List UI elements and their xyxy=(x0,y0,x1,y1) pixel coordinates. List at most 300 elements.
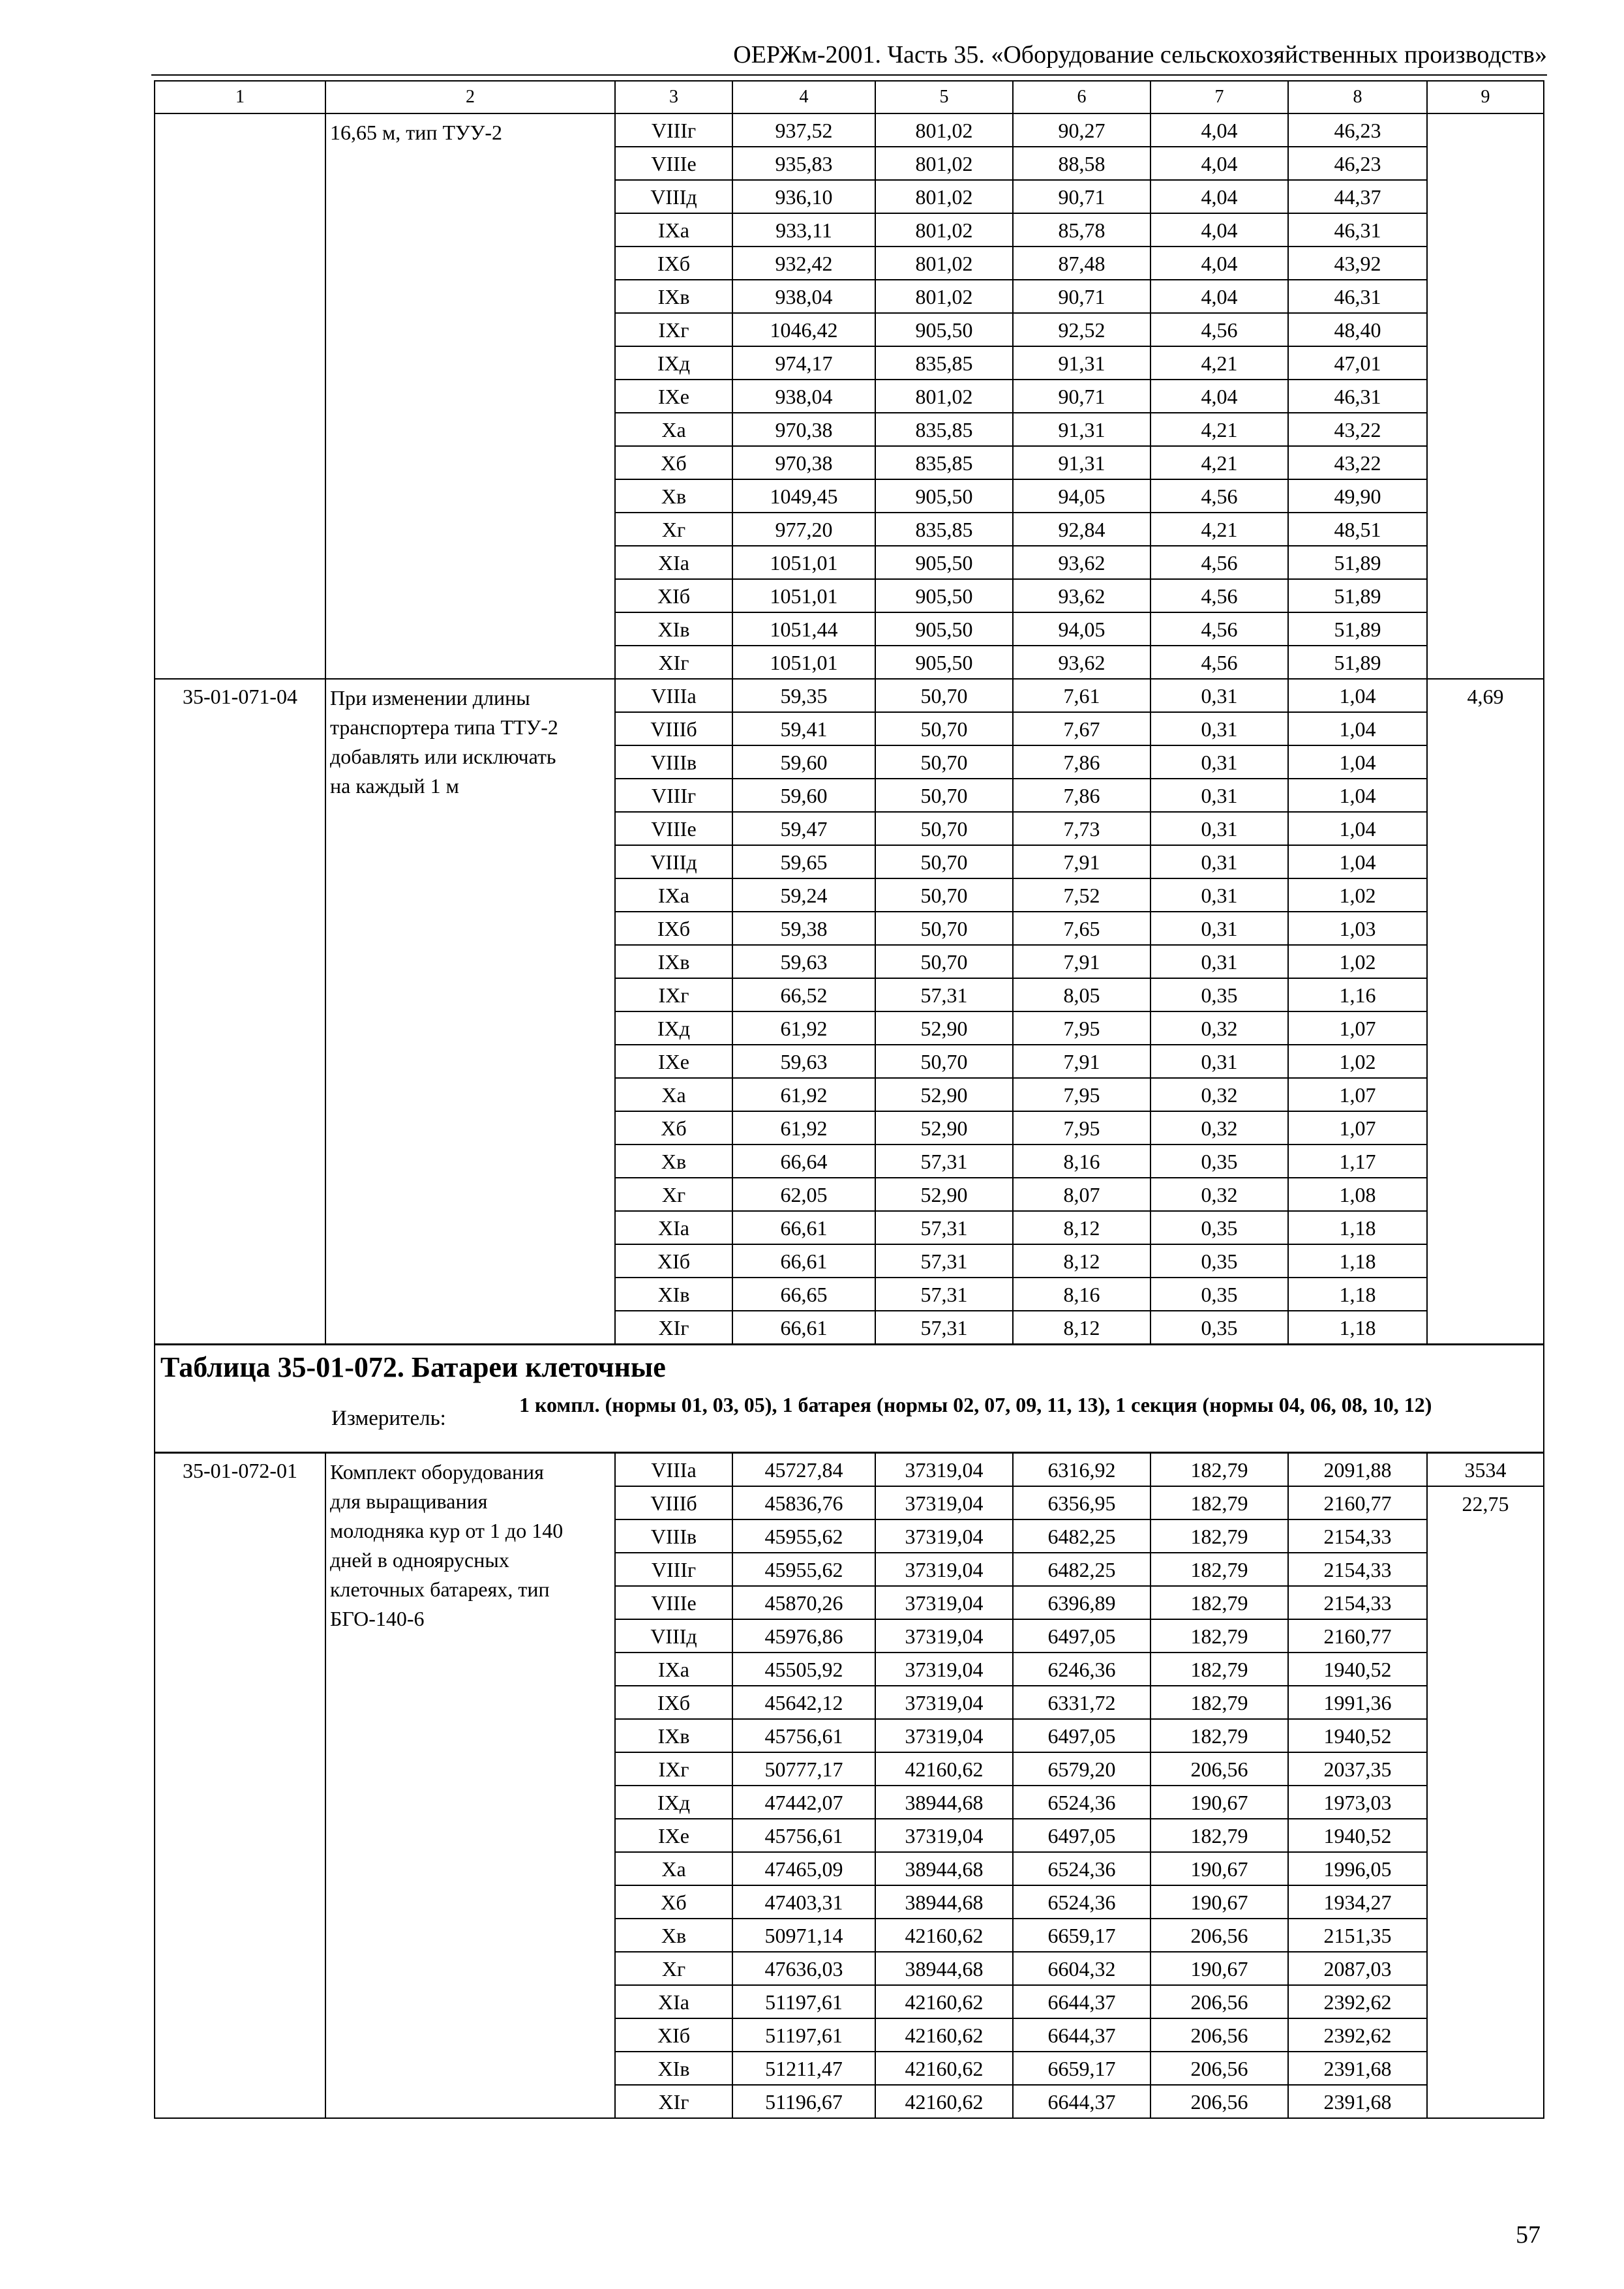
value-cell: 0,31 xyxy=(1150,712,1288,745)
value-cell: 50,70 xyxy=(875,779,1013,812)
value-cell: 51197,61 xyxy=(732,2018,875,2052)
value-cell: 50,70 xyxy=(875,712,1013,745)
value-cell: 6524,36 xyxy=(1013,1786,1150,1819)
value-cell: 42160,62 xyxy=(875,1985,1013,2018)
value-cell: 4,04 xyxy=(1150,147,1288,180)
value-cell: 8,12 xyxy=(1013,1211,1150,1244)
value-cell: 46,31 xyxy=(1288,380,1427,413)
measure-label: Измеритель: xyxy=(331,1407,446,1430)
value-cell: 4,21 xyxy=(1150,413,1288,446)
description-line: на каждый 1 м xyxy=(330,774,459,798)
value-cell: 37319,04 xyxy=(875,1519,1013,1553)
value-cell: 45870,26 xyxy=(732,1586,875,1619)
value-cell: 61,92 xyxy=(732,1078,875,1111)
measure-value: 1 компл. (нормы 01, 03, 05), 1 батарея (нормы 02, 07, 09, 11, 13), 1 секция (нормы 04, 06, 08, 10, 12) xyxy=(519,1393,1432,1416)
zone-cell: XIв xyxy=(615,612,732,646)
value-cell: 47636,03 xyxy=(732,1952,875,1985)
value-cell: 1940,52 xyxy=(1288,1719,1427,1752)
value-cell: 4,56 xyxy=(1150,313,1288,346)
zone-cell: VIIIв xyxy=(615,1519,732,1553)
value-cell: 206,56 xyxy=(1150,1919,1288,1952)
value-cell: 182,79 xyxy=(1150,1686,1288,1719)
zone-cell: VIIIв xyxy=(615,745,732,779)
value-cell: 1051,44 xyxy=(732,612,875,646)
value-cell: 62,05 xyxy=(732,1178,875,1211)
value-cell: 45976,86 xyxy=(732,1619,875,1653)
value-cell: 2037,35 xyxy=(1288,1752,1427,1786)
value-cell: 206,56 xyxy=(1150,2018,1288,2052)
column-number: 9 xyxy=(1427,81,1544,113)
value-cell: 45727,84 xyxy=(732,1453,875,1487)
value-cell: 835,85 xyxy=(875,513,1013,546)
column-number-row xyxy=(155,81,1544,113)
value-cell: 6644,37 xyxy=(1013,2018,1150,2052)
value-cell: 44,37 xyxy=(1288,180,1427,213)
value-cell: 1934,27 xyxy=(1288,1885,1427,1919)
value-cell: 4,56 xyxy=(1150,546,1288,579)
value-cell: 6331,72 xyxy=(1013,1686,1150,1719)
value-cell: 88,58 xyxy=(1013,147,1150,180)
value-cell: 6644,37 xyxy=(1013,2085,1150,2118)
value-cell: 0,35 xyxy=(1150,1211,1288,1244)
value-cell: 46,23 xyxy=(1288,147,1427,180)
value-cell: 182,79 xyxy=(1150,1653,1288,1686)
description-line: добавлять или исключать xyxy=(330,745,556,768)
col9-value xyxy=(1427,113,1544,679)
value-cell: 801,02 xyxy=(875,147,1013,180)
value-cell: 801,02 xyxy=(875,280,1013,313)
value-cell: 2154,33 xyxy=(1288,1519,1427,1553)
zone-cell: Xг xyxy=(615,1952,732,1985)
value-cell: 905,50 xyxy=(875,479,1013,513)
value-cell: 977,20 xyxy=(732,513,875,546)
description-line: 16,65 м, тип ТУУ-2 xyxy=(330,121,502,144)
value-cell: 4,04 xyxy=(1150,247,1288,280)
value-cell: 51,89 xyxy=(1288,612,1427,646)
table-row xyxy=(155,113,1544,147)
value-cell: 92,52 xyxy=(1013,313,1150,346)
running-header: ОЕРЖм-2001. Часть 35. «Оборудование сельскохозяйственных производств» xyxy=(733,41,1547,68)
zone-cell: XIа xyxy=(615,1211,732,1244)
value-cell: 0,32 xyxy=(1150,1111,1288,1144)
value-cell: 7,91 xyxy=(1013,945,1150,978)
column-number: 4 xyxy=(732,81,875,113)
zone-cell: IXе xyxy=(615,1045,732,1078)
table-row xyxy=(155,1453,1544,1487)
zone-cell: IXа xyxy=(615,213,732,247)
value-cell: 45756,61 xyxy=(732,1819,875,1852)
value-cell: 0,31 xyxy=(1150,745,1288,779)
value-cell: 50,70 xyxy=(875,878,1013,912)
value-cell: 66,61 xyxy=(732,1244,875,1278)
value-cell: 801,02 xyxy=(875,213,1013,247)
value-cell: 4,21 xyxy=(1150,446,1288,479)
value-cell: 48,51 xyxy=(1288,513,1427,546)
zone-cell: VIIIд xyxy=(615,1619,732,1653)
value-cell: 0,35 xyxy=(1150,978,1288,1011)
value-cell: 0,32 xyxy=(1150,1011,1288,1045)
zone-cell: Xв xyxy=(615,1144,732,1178)
zone-cell: XIг xyxy=(615,2085,732,2118)
value-cell: 59,38 xyxy=(732,912,875,945)
value-cell: 46,31 xyxy=(1288,280,1427,313)
value-cell: 835,85 xyxy=(875,446,1013,479)
value-cell: 0,31 xyxy=(1150,679,1288,712)
value-cell: 0,35 xyxy=(1150,1278,1288,1311)
column-number: 8 xyxy=(1288,81,1427,113)
value-cell: 1,03 xyxy=(1288,912,1427,945)
value-cell: 801,02 xyxy=(875,113,1013,147)
value-cell: 905,50 xyxy=(875,646,1013,679)
value-cell: 1,18 xyxy=(1288,1278,1427,1311)
value-cell: 0,35 xyxy=(1150,1244,1288,1278)
value-cell: 47442,07 xyxy=(732,1786,875,1819)
value-cell: 45955,62 xyxy=(732,1519,875,1553)
zone-cell: VIIIд xyxy=(615,845,732,878)
value-cell: 6356,95 xyxy=(1013,1486,1150,1519)
value-cell: 37319,04 xyxy=(875,1819,1013,1852)
value-cell: 206,56 xyxy=(1150,2052,1288,2085)
description-line: При изменении длины xyxy=(330,686,530,710)
value-cell: 45505,92 xyxy=(732,1653,875,1686)
value-cell: 91,31 xyxy=(1013,413,1150,446)
value-cell: 937,52 xyxy=(732,113,875,147)
value-cell: 57,31 xyxy=(875,978,1013,1011)
value-cell: 61,92 xyxy=(732,1011,875,1045)
value-cell: 1,02 xyxy=(1288,878,1427,912)
value-cell: 42160,62 xyxy=(875,1752,1013,1786)
value-cell: 50,70 xyxy=(875,945,1013,978)
zone-cell: IXг xyxy=(615,313,732,346)
value-cell: 59,24 xyxy=(732,878,875,912)
value-cell: 59,35 xyxy=(732,679,875,712)
value-cell: 90,71 xyxy=(1013,380,1150,413)
value-cell: 59,41 xyxy=(732,712,875,745)
value-cell: 1,04 xyxy=(1288,712,1427,745)
value-cell: 8,05 xyxy=(1013,978,1150,1011)
col9-value: 22,75 xyxy=(1427,1486,1544,2118)
value-cell: 37319,04 xyxy=(875,1686,1013,1719)
value-cell: 0,32 xyxy=(1150,1078,1288,1111)
value-cell: 50,70 xyxy=(875,845,1013,878)
zone-cell: Xг xyxy=(615,1178,732,1211)
value-cell: 938,04 xyxy=(732,280,875,313)
value-cell: 4,56 xyxy=(1150,612,1288,646)
zone-cell: Xб xyxy=(615,1111,732,1144)
value-cell: 51197,61 xyxy=(732,1985,875,2018)
value-cell: 57,31 xyxy=(875,1244,1013,1278)
value-cell: 87,48 xyxy=(1013,247,1150,280)
zone-cell: Xг xyxy=(615,513,732,546)
value-cell: 1,04 xyxy=(1288,779,1427,812)
zone-cell: XIб xyxy=(615,1244,732,1278)
value-cell: 93,62 xyxy=(1013,646,1150,679)
zone-cell: VIIIг xyxy=(615,779,732,812)
value-cell: 8,16 xyxy=(1013,1144,1150,1178)
value-cell: 49,90 xyxy=(1288,479,1427,513)
zone-cell: VIIIе xyxy=(615,812,732,845)
zone-cell: Xа xyxy=(615,1852,732,1885)
value-cell: 92,84 xyxy=(1013,513,1150,546)
value-cell: 38944,68 xyxy=(875,1852,1013,1885)
column-number: 6 xyxy=(1013,81,1150,113)
value-cell: 1,07 xyxy=(1288,1078,1427,1111)
zone-cell: VIIIе xyxy=(615,1586,732,1619)
value-cell: 37319,04 xyxy=(875,1653,1013,1686)
value-cell: 61,92 xyxy=(732,1111,875,1144)
value-cell: 45642,12 xyxy=(732,1686,875,1719)
zone-cell: XIа xyxy=(615,546,732,579)
value-cell: 0,31 xyxy=(1150,845,1288,878)
value-cell: 59,60 xyxy=(732,779,875,812)
value-cell: 6524,36 xyxy=(1013,1852,1150,1885)
value-cell: 936,10 xyxy=(732,180,875,213)
norm-description xyxy=(325,1453,615,2119)
value-cell: 2154,33 xyxy=(1288,1586,1427,1619)
value-cell: 2391,68 xyxy=(1288,2052,1427,2085)
value-cell: 94,05 xyxy=(1013,479,1150,513)
value-cell: 1051,01 xyxy=(732,579,875,612)
value-cell: 4,56 xyxy=(1150,479,1288,513)
value-cell: 48,40 xyxy=(1288,313,1427,346)
value-cell: 6482,25 xyxy=(1013,1519,1150,1553)
value-cell: 47,01 xyxy=(1288,346,1427,380)
value-cell: 2151,35 xyxy=(1288,1919,1427,1952)
value-cell: 66,65 xyxy=(732,1278,875,1311)
value-cell: 50,70 xyxy=(875,745,1013,779)
value-cell: 52,90 xyxy=(875,1078,1013,1111)
col9-top-value: 3534 xyxy=(1427,1453,1544,1487)
value-cell: 1,02 xyxy=(1288,945,1427,978)
value-cell: 50971,14 xyxy=(732,1919,875,1952)
value-cell: 1973,03 xyxy=(1288,1786,1427,1819)
value-cell: 0,32 xyxy=(1150,1178,1288,1211)
value-cell: 190,67 xyxy=(1150,1952,1288,1985)
value-cell: 43,22 xyxy=(1288,446,1427,479)
table-title: Таблица 35-01-072. Батареи клеточные xyxy=(160,1351,666,1383)
value-cell: 6659,17 xyxy=(1013,1919,1150,1952)
value-cell: 85,78 xyxy=(1013,213,1150,247)
value-cell: 1051,01 xyxy=(732,646,875,679)
value-cell: 1,04 xyxy=(1288,745,1427,779)
value-cell: 6579,20 xyxy=(1013,1752,1150,1786)
value-cell: 835,85 xyxy=(875,346,1013,380)
zone-cell: VIIIа xyxy=(615,1453,732,1487)
value-cell: 182,79 xyxy=(1150,1586,1288,1619)
value-cell: 1,16 xyxy=(1288,978,1427,1011)
measure-row xyxy=(160,1391,1538,1430)
value-cell: 50,70 xyxy=(875,1045,1013,1078)
zone-cell: Xб xyxy=(615,446,732,479)
value-cell: 37319,04 xyxy=(875,1453,1013,1487)
value-cell: 7,86 xyxy=(1013,745,1150,779)
value-cell: 7,61 xyxy=(1013,679,1150,712)
value-cell: 50,70 xyxy=(875,912,1013,945)
value-cell: 42160,62 xyxy=(875,2085,1013,2118)
zone-cell: XIа xyxy=(615,1985,732,2018)
zone-cell: IXа xyxy=(615,1653,732,1686)
value-cell: 51,89 xyxy=(1288,546,1427,579)
value-cell: 7,95 xyxy=(1013,1011,1150,1045)
value-cell: 2160,77 xyxy=(1288,1486,1427,1519)
description-line: дней в одноярусных xyxy=(330,1548,509,1572)
value-cell: 4,04 xyxy=(1150,180,1288,213)
zone-cell: VIIIб xyxy=(615,712,732,745)
value-cell: 7,95 xyxy=(1013,1111,1150,1144)
value-cell: 4,21 xyxy=(1150,346,1288,380)
zone-cell: VIIIг xyxy=(615,113,732,147)
zone-cell: VIIIе xyxy=(615,147,732,180)
zone-cell: Xа xyxy=(615,1078,732,1111)
value-cell: 51,89 xyxy=(1288,646,1427,679)
value-cell: 43,22 xyxy=(1288,413,1427,446)
value-cell: 7,91 xyxy=(1013,1045,1150,1078)
zone-cell: XIб xyxy=(615,579,732,612)
column-number: 1 xyxy=(155,81,325,113)
value-cell: 37319,04 xyxy=(875,1719,1013,1752)
value-cell: 0,35 xyxy=(1150,1311,1288,1345)
value-cell: 93,62 xyxy=(1013,546,1150,579)
value-cell: 4,56 xyxy=(1150,646,1288,679)
value-cell: 4,21 xyxy=(1150,513,1288,546)
value-cell: 42160,62 xyxy=(875,2052,1013,2085)
value-cell: 206,56 xyxy=(1150,2085,1288,2118)
value-cell: 835,85 xyxy=(875,413,1013,446)
value-cell: 7,67 xyxy=(1013,712,1150,745)
zone-cell: IXд xyxy=(615,346,732,380)
value-cell: 94,05 xyxy=(1013,612,1150,646)
value-cell: 970,38 xyxy=(732,446,875,479)
value-cell: 1,07 xyxy=(1288,1111,1427,1144)
value-cell: 190,67 xyxy=(1150,1885,1288,1919)
zone-cell: VIIIд xyxy=(615,180,732,213)
value-cell: 43,92 xyxy=(1288,247,1427,280)
value-cell: 51196,67 xyxy=(732,2085,875,2118)
description-line: клеточных батареях, тип xyxy=(330,1578,550,1601)
value-cell: 6316,92 xyxy=(1013,1453,1150,1487)
description-line: для выращивания xyxy=(330,1489,488,1513)
value-cell: 6246,36 xyxy=(1013,1653,1150,1686)
value-cell: 182,79 xyxy=(1150,1519,1288,1553)
zone-cell: IXе xyxy=(615,380,732,413)
zone-cell: XIг xyxy=(615,1311,732,1345)
value-cell: 905,50 xyxy=(875,612,1013,646)
zone-cell: VIIIг xyxy=(615,1553,732,1586)
value-cell: 932,42 xyxy=(732,247,875,280)
value-cell: 91,31 xyxy=(1013,446,1150,479)
value-cell: 52,90 xyxy=(875,1111,1013,1144)
zone-cell: IXг xyxy=(615,1752,732,1786)
value-cell: 50,70 xyxy=(875,812,1013,845)
zone-cell: VIIIа xyxy=(615,679,732,712)
header-rule xyxy=(151,74,1547,76)
value-cell: 7,86 xyxy=(1013,779,1150,812)
value-cell: 182,79 xyxy=(1150,1453,1288,1487)
value-cell: 2087,03 xyxy=(1288,1952,1427,1985)
value-cell: 59,60 xyxy=(732,745,875,779)
value-cell: 1,04 xyxy=(1288,845,1427,878)
table-body xyxy=(155,81,1544,2118)
value-cell: 4,04 xyxy=(1150,113,1288,147)
value-cell: 6604,32 xyxy=(1013,1952,1150,1985)
value-cell: 38944,68 xyxy=(875,1952,1013,1985)
zone-cell: IXг xyxy=(615,978,732,1011)
value-cell: 1,17 xyxy=(1288,1144,1427,1178)
value-cell: 1991,36 xyxy=(1288,1686,1427,1719)
zone-cell: Xа xyxy=(615,413,732,446)
value-cell: 8,07 xyxy=(1013,1178,1150,1211)
zone-cell: XIв xyxy=(615,1278,732,1311)
zone-cell: IXб xyxy=(615,1686,732,1719)
value-cell: 1046,42 xyxy=(732,313,875,346)
value-cell: 974,17 xyxy=(732,346,875,380)
norm-code: 35-01-072-01 xyxy=(155,1453,325,2119)
value-cell: 6497,05 xyxy=(1013,1819,1150,1852)
value-cell: 933,11 xyxy=(732,213,875,247)
value-cell: 938,04 xyxy=(732,380,875,413)
zone-cell: IXв xyxy=(615,1719,732,1752)
value-cell: 935,83 xyxy=(732,147,875,180)
column-number: 7 xyxy=(1150,81,1288,113)
value-cell: 57,31 xyxy=(875,1278,1013,1311)
value-cell: 2154,33 xyxy=(1288,1553,1427,1586)
value-cell: 66,64 xyxy=(732,1144,875,1178)
value-cell: 1996,05 xyxy=(1288,1852,1427,1885)
value-cell: 59,47 xyxy=(732,812,875,845)
value-cell: 50,70 xyxy=(875,679,1013,712)
value-cell: 52,90 xyxy=(875,1178,1013,1211)
value-cell: 59,63 xyxy=(732,945,875,978)
value-cell: 7,95 xyxy=(1013,1078,1150,1111)
norms-table xyxy=(154,80,1544,2119)
value-cell: 46,31 xyxy=(1288,213,1427,247)
table-title-row xyxy=(155,1345,1544,1453)
value-cell: 206,56 xyxy=(1150,1752,1288,1786)
value-cell: 0,31 xyxy=(1150,1045,1288,1078)
value-cell: 57,31 xyxy=(875,1144,1013,1178)
zone-cell: Xб xyxy=(615,1885,732,1919)
col9-value: 4,69 xyxy=(1427,679,1544,1345)
zone-cell: IXб xyxy=(615,247,732,280)
value-cell: 905,50 xyxy=(875,313,1013,346)
value-cell: 0,31 xyxy=(1150,878,1288,912)
value-cell: 37319,04 xyxy=(875,1619,1013,1653)
value-cell: 801,02 xyxy=(875,180,1013,213)
value-cell: 0,35 xyxy=(1150,1144,1288,1178)
value-cell: 1,18 xyxy=(1288,1211,1427,1244)
value-cell: 7,73 xyxy=(1013,812,1150,845)
value-cell: 2091,88 xyxy=(1288,1453,1427,1487)
description-line: молодняка кур от 1 до 140 xyxy=(330,1519,564,1542)
column-number: 5 xyxy=(875,81,1013,113)
table-title-cell xyxy=(155,1345,1544,1453)
zone-cell: IXе xyxy=(615,1819,732,1852)
value-cell: 6497,05 xyxy=(1013,1619,1150,1653)
value-cell: 2392,62 xyxy=(1288,2018,1427,2052)
value-cell: 37319,04 xyxy=(875,1586,1013,1619)
value-cell: 1051,01 xyxy=(732,546,875,579)
value-cell: 45756,61 xyxy=(732,1719,875,1752)
value-cell: 801,02 xyxy=(875,380,1013,413)
value-cell: 51,89 xyxy=(1288,579,1427,612)
value-cell: 905,50 xyxy=(875,546,1013,579)
zone-cell: Xв xyxy=(615,479,732,513)
value-cell: 46,23 xyxy=(1288,113,1427,147)
value-cell: 37319,04 xyxy=(875,1486,1013,1519)
value-cell: 190,67 xyxy=(1150,1786,1288,1819)
norm-code xyxy=(155,113,325,679)
value-cell: 182,79 xyxy=(1150,1486,1288,1519)
